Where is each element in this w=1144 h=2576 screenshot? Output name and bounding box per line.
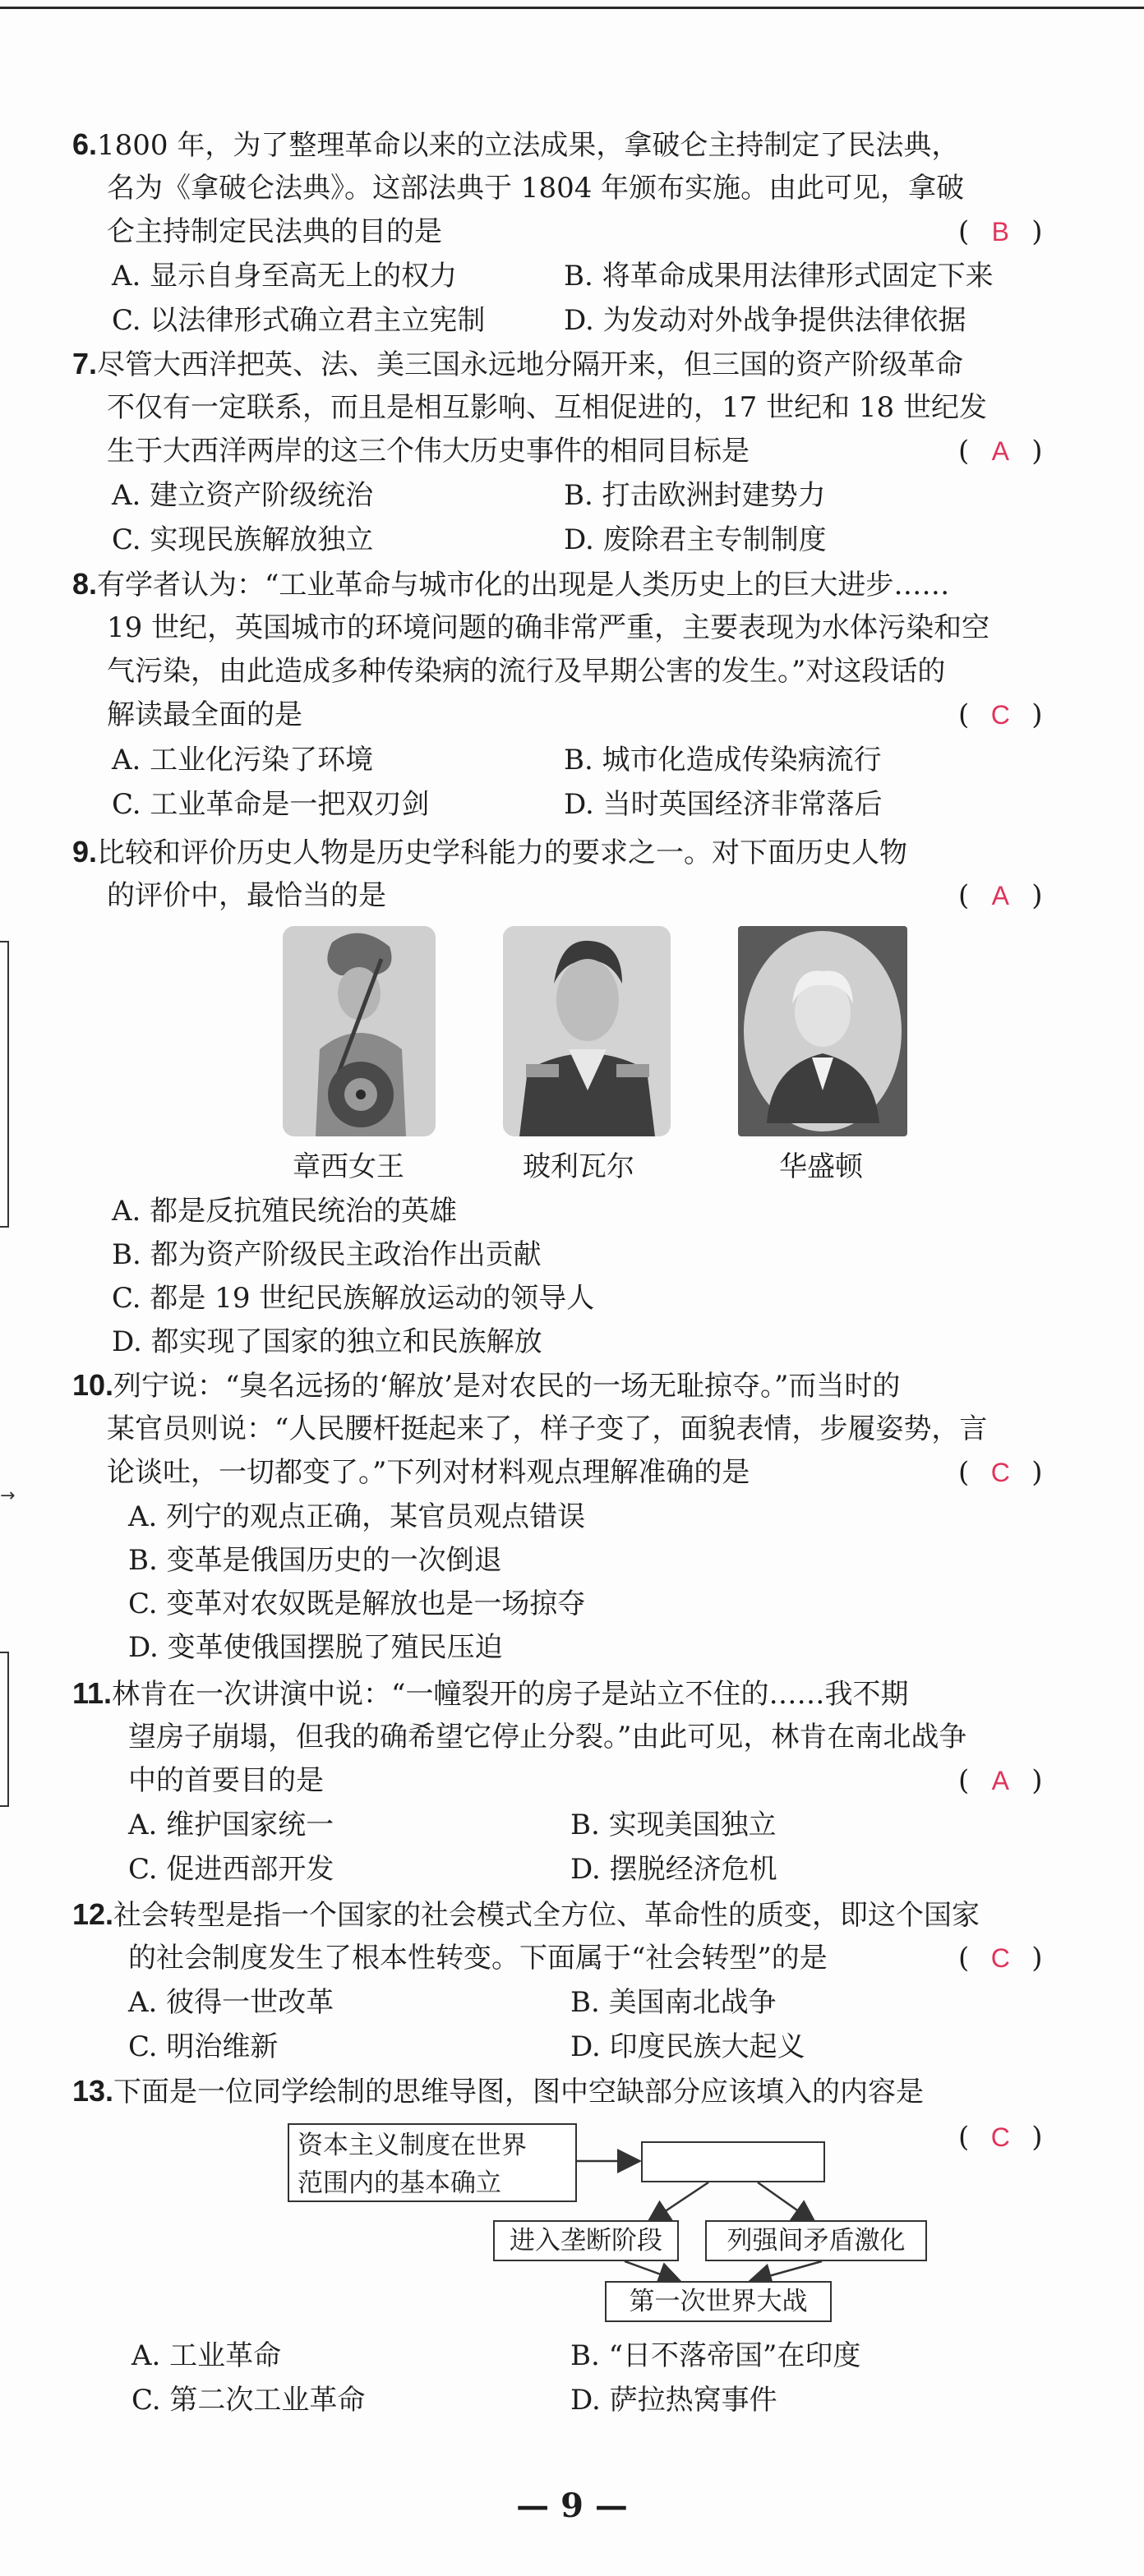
option-c: C. 都是 19 世纪民族解放运动的领导人	[112, 1282, 595, 1315]
answer-bracket: ( B )	[958, 210, 1043, 254]
question-text-line: 林肯在一次讲演中说：“一幢裂开的房子是站立不住的……我不期	[112, 1678, 909, 1711]
question-text-line: 尽管大西洋把英、法、美三国永远地分隔开来，但三国的资产阶级革命	[97, 348, 964, 381]
option-b: B. 将革命成果用法律形式固定下来	[564, 260, 994, 293]
question-text-line: 解读最全面的是	[107, 698, 302, 731]
question-text-line: 比较和评价历史人物是历史学科能力的要求之一。对下面历史人物	[97, 836, 908, 869]
option-b: B. “日不落帝国”在印度	[570, 2339, 861, 2372]
option-b: B. 打击欧洲封建势力	[564, 479, 826, 512]
option-d: D. 摆脱经济危机	[570, 1853, 777, 1886]
option-d: D. 萨拉热窝事件	[570, 2384, 777, 2417]
diagram-box-monopoly: 进入垄断阶段	[493, 2220, 679, 2261]
option-a: A. 都是反抗殖民统治的英雄	[112, 1195, 458, 1228]
question-text-line: 社会转型是指一个国家的社会模式全方位、革命性的质变，即这个国家	[113, 1899, 980, 1932]
question-text-line: 名为《拿破仑法典》。这部法典于 1804 年颁布实施。由此可见，拿破	[107, 172, 965, 205]
portrait-caption: 玻利瓦尔	[523, 1150, 634, 1183]
question-text-line: 的社会制度发生了根本性转变。下面属于“社会转型”的是	[128, 1942, 828, 1975]
option-d: D. 废除君主专制制度	[564, 523, 827, 556]
question-text-line: 不仅有一定联系，而且是相互影响、互相促进的，17 世纪和 18 世纪发	[107, 391, 987, 424]
diagram-blank-box	[641, 2141, 825, 2182]
option-b: B. 都为资产阶级民主政治作出贡献	[112, 1238, 542, 1271]
option-c: C. 变革对农奴既是解放也是一场掠夺	[128, 1588, 586, 1620]
question-text-line: 望房子崩塌，但我的确希望它停止分裂。”由此可见，林肯在南北战争	[128, 1721, 967, 1753]
answer-bracket: ( C )	[958, 1936, 1043, 1980]
option-a: A. 彼得一世改革	[128, 1986, 334, 2019]
option-c: C. 以法律形式确立君主立宪制	[112, 304, 486, 337]
answer-bracket: ( C )	[958, 693, 1043, 737]
diagram-box-ww1: 第一次世界大战	[605, 2281, 832, 2322]
question-text-line: 1800 年，为了整理革命以来的立法成果，拿破仑主持制定了民法典，	[97, 129, 960, 162]
diagram-box-capitalism: 资本主义制度在世界 范围内的基本确立	[288, 2123, 577, 2202]
answer-bracket: ( C )	[958, 1450, 1043, 1495]
option-a: A. 显示自身至高无上的权力	[112, 260, 458, 293]
question-number: 13.	[72, 2074, 114, 2108]
question-text-line: 19 世纪，英国城市的环境问题的确非常严重，主要表现为水体污染和空	[107, 611, 990, 644]
answer-value: A	[991, 1766, 1009, 1795]
option-d: D. 当时英国经济非常落后	[564, 788, 883, 821]
answer-bracket: ( A )	[958, 873, 1043, 918]
option-b: B. 实现美国独立	[570, 1809, 777, 1841]
answer-value: C	[990, 2122, 1010, 2152]
option-b: B. 变革是俄国历史的一次倒退	[128, 1544, 502, 1577]
option-d: D. 印度民族大起义	[570, 2030, 805, 2063]
option-a: A. 列宁的观点正确，某官员观点错误	[128, 1500, 586, 1533]
question-number: 6.	[72, 127, 98, 161]
option-a: A. 工业化污染了环境	[112, 744, 374, 776]
question-text-line: 的评价中，最恰当的是	[107, 879, 386, 912]
question-text-line: 中的首要目的是	[128, 1764, 324, 1797]
option-d: D. 为发动对外战争提供法律依据	[564, 304, 966, 337]
answer-value: C	[990, 1943, 1010, 1973]
question-text-line: 气污染，由此造成多种传染病的流行及早期公害的发生。”对这段话的	[107, 655, 946, 688]
edge-arrow-icon: →	[0, 1486, 16, 1506]
answer-value: C	[990, 1458, 1010, 1487]
option-c: C. 第二次工业革命	[131, 2384, 366, 2417]
option-a: A. 工业革命	[131, 2339, 282, 2372]
option-d: D. 变革使俄国摆脱了殖民压迫	[128, 1631, 503, 1664]
page-number: — 9 —	[516, 2486, 628, 2525]
question-number: 7.	[72, 347, 98, 380]
diagram-box-conflict: 列强间矛盾激化	[705, 2220, 927, 2261]
answer-value: B	[991, 217, 1009, 247]
question-text-line: 论谈吐，一切都变了。”下列对材料观点理解准确的是	[107, 1456, 750, 1489]
option-c: C. 促进西部开发	[128, 1853, 334, 1886]
question-number: 9.	[72, 835, 98, 869]
question-number: 11.	[72, 1676, 113, 1710]
option-d: D. 都实现了国家的独立和民族解放	[112, 1325, 542, 1358]
portrait-caption: 华盛顿	[779, 1150, 863, 1183]
question-text-line: 仑主持制定民法典的目的是	[107, 215, 442, 248]
answer-value: C	[990, 700, 1010, 730]
option-a: A. 建立资产阶级统治	[112, 479, 374, 512]
question-number: 10.	[72, 1368, 114, 1402]
answer-bracket: ( A )	[958, 1758, 1043, 1803]
question-number: 8.	[72, 567, 98, 601]
question-text-line: 列宁说：“臭名远扬的‘解放’是对农民的一场无耻掠夺。”而当时的	[113, 1370, 901, 1403]
answer-bracket: ( C )	[958, 2115, 1043, 2159]
option-b: B. 美国南北战争	[570, 1986, 777, 2019]
question-text-line: 下面是一位同学绘制的思维导图，图中空缺部分应该填入的内容是	[113, 2076, 925, 2108]
question-text-line: 某官员则说：“人民腰杆挺起来了，样子变了，面貌表情，步履姿势，言	[107, 1412, 988, 1445]
option-c: C. 明治维新	[128, 2030, 279, 2063]
answer-bracket: ( A )	[958, 429, 1043, 473]
option-b: B. 城市化造成传染病流行	[564, 744, 882, 776]
answer-value: A	[991, 436, 1009, 466]
option-a: A. 维护国家统一	[128, 1809, 334, 1841]
answer-value: A	[991, 881, 1009, 910]
option-c: C. 实现民族解放独立	[112, 523, 374, 556]
question-number: 12.	[72, 1897, 114, 1931]
question-text-line: 生于大西洋两岸的这三个伟大历史事件的相同目标是	[107, 435, 750, 468]
portrait-caption: 章西女王	[293, 1150, 404, 1183]
option-c: C. 工业革命是一把双刃剑	[112, 788, 430, 821]
question-text-line: 有学者认为：“工业革命与城市化的出现是人类历史上的巨大进步……	[97, 569, 950, 601]
